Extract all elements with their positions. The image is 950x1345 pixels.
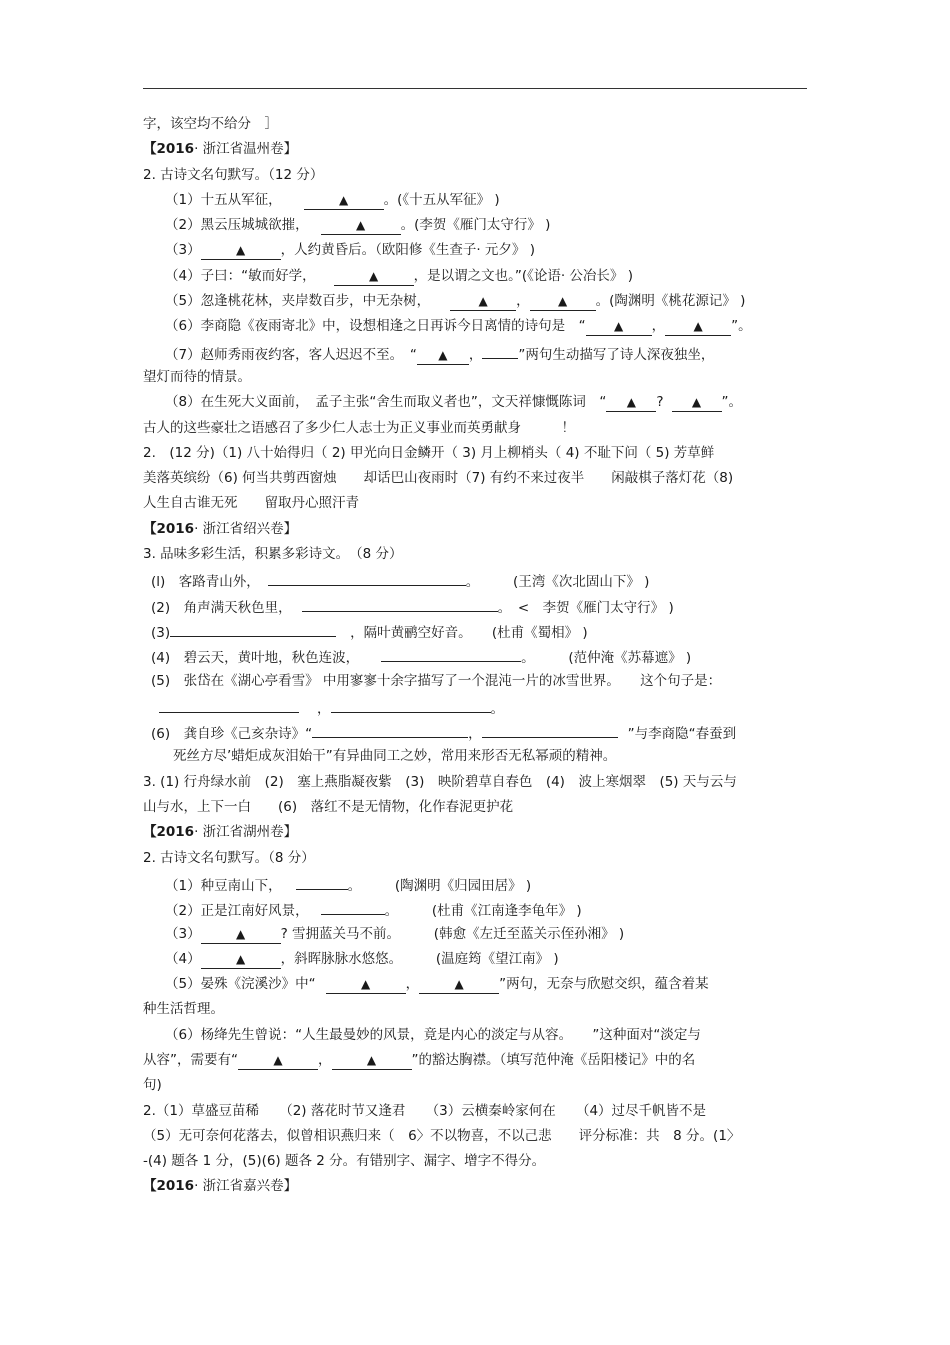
question-item: (l) 客路青山外， 。 (王湾《次北固山下》 ) xyxy=(143,567,813,592)
question-item: (4) 碧云天，黄叶地，秋色连波， 。 (范仲淹《苏幕遮》 ) xyxy=(143,643,813,668)
question-item: （1）十五从军征， ▲ 。(《十五从军征》 ) xyxy=(165,191,500,208)
answer-blank: ▲ xyxy=(606,393,656,412)
text-line: 从容”，需要有“ ▲ ， ▲ ”的豁达胸襟。（填写范仲淹《岳阳楼记》中的名 xyxy=(143,1051,696,1068)
answer-blank: ▲ xyxy=(201,925,281,944)
question-item: （4） ▲ ，斜晖脉脉水悠悠。 (温庭筠《望江南》 ) xyxy=(165,950,559,967)
section-header: 【2016· 浙江省嘉兴卷】 xyxy=(143,1178,298,1195)
question-item: （2）正是江南好风景， 。 (杜甫《江南逢李龟年》 ) xyxy=(143,896,813,921)
question-item: （6）杨绛先生曾说：“人生最曼妙的风景，竟是内心的淡定与从容。 ”这种面对“淡定与 xyxy=(165,1026,701,1043)
answer-blank: ▲ xyxy=(417,346,469,365)
question-item: （4）子曰：“敏而好学， ▲ ，是以谓之文也。”(《论语· 公冶长》 ) xyxy=(165,267,633,284)
question-item: （3） ▲ ，人约黄昏后。（欧阳修《生查子· 元夕》 ) xyxy=(165,242,535,259)
answer-blank: ▲ xyxy=(586,317,652,336)
question-item: （3） ▲ ? 雪拥蓝关马不前。 (韩愈《左迁至蓝关示侄孙湘》 ) xyxy=(165,925,625,942)
answer-blank xyxy=(321,896,385,915)
answer-blank xyxy=(482,719,618,738)
text-line: 古人的这些豪壮之语感召了多少仁人志士为正义事业而英勇献身 ！ xyxy=(143,419,575,436)
answer-key-line: 美落英缤纷（6) 何当共剪西窗烛 却话巴山夜雨时（7) 有约不来过夜半 闲敲棋子落灯花（8) xyxy=(143,470,734,487)
answer-key-line: 3. (1) 行舟绿水前 (2) 塞上燕脂凝夜紫 (3) 映阶碧草自春色 (4) 波上寒烟翠 (5) 天与云与 xyxy=(143,773,737,790)
answer-blank xyxy=(159,694,299,713)
answer-blank: ▲ xyxy=(201,241,281,260)
header-rule xyxy=(143,88,807,89)
answer-blank xyxy=(331,694,491,713)
question-item: （5）忽逢桃花林，夹岸数百步，中无杂树， ▲ ， ▲ 。(陶渊明《桃花源记》 ) xyxy=(165,293,746,310)
answer-blank: ▲ xyxy=(334,267,414,286)
question-item: (3) ，隔叶黄鹂空好音。 (杜甫《蜀相》 ) xyxy=(143,618,813,643)
answer-key-line: 2. (12 分)（1) 八十始得归（ 2) 甲光向日金鳞开（ 3) 月上柳梢头（ 4) 不耻下问（ 5) 芳草鲜 xyxy=(143,444,715,461)
section-header: 【2016· 浙江省温州卷】 xyxy=(143,141,298,158)
text-line: 望灯而待的情景。 xyxy=(143,368,251,385)
answer-blank: ▲ xyxy=(238,1051,318,1070)
answer-blank xyxy=(482,340,518,359)
answer-key-line: 山与水，上下一白 (6) 落红不是无情物，化作春泥更护花 xyxy=(143,799,514,816)
answer-blank xyxy=(296,871,348,890)
question-item: （6）李商隐《夜雨寄北》中，设想相逢之日再诉今日离情的诗句是 “ ▲ ， ▲ ”。 xyxy=(165,318,752,335)
question-item: (2) 角声满天秋色里， 。 < 李贺《雁门太守行》 ) xyxy=(143,593,813,618)
answer-blank: ▲ xyxy=(321,216,401,235)
answer-blank xyxy=(170,618,336,637)
text-line: 死丝方尽’蜡炬成灰泪始干”有异曲同工之妙，常用来形否无私幂顽的精神。 xyxy=(173,748,617,765)
answer-blank: ▲ xyxy=(326,975,406,994)
question-title: 3. 品味多彩生活，积累多彩诗文。 （8 分） xyxy=(143,546,403,563)
answer-blank: ▲ xyxy=(201,950,281,969)
question-title: 2. 古诗文名句默写。（8 分） xyxy=(143,849,315,866)
question-item: （2）黑云压城城欲摧， ▲ 。(李贺《雁门太守行》 ) xyxy=(165,217,551,234)
section-header: 【2016· 浙江省湖州卷】 xyxy=(143,824,298,841)
question-item: (6) 龚自珍《己亥杂诗》“ ， ”与李商隐“春蚕到 xyxy=(143,719,813,744)
answer-key-line: 2.（1）草盛豆苗稀 （2) 落花时节又逢君 （3）云横秦岭家何在 （4）过尽千帆皆不是 xyxy=(143,1102,707,1119)
answer-blank xyxy=(312,719,468,738)
question-item: （7）赵师秀雨夜约客，客人迟迟不至。 “ ▲ ， ”两句生动描写了诗人深夜独坐， xyxy=(143,340,813,365)
answer-blank: ▲ xyxy=(419,975,499,994)
answer-blank: ▲ xyxy=(665,317,731,336)
answer-blank: ▲ xyxy=(304,191,384,210)
answer-blank xyxy=(302,593,498,612)
answer-key-line: 人生自古谁无死 留取丹心照汗青 xyxy=(143,495,359,512)
text-line: 句) xyxy=(143,1077,162,1094)
question-item: （8）在生死大义面前， 孟子主张“舍生而取义者也”，文天祥慷慨陈词 “ ▲ ? ▲ ”。 xyxy=(165,394,742,411)
question-item: （5）晏殊《浣溪沙》中“ ▲ ， ▲ ”两句，无奈与欣慰交织，蕴含着某 xyxy=(165,976,709,993)
question-item: （1）种豆南山下， 。 (陶渊明《归园田居》 ) xyxy=(143,871,813,896)
answer-blank xyxy=(268,567,466,586)
answer-key-line: （5）无可奈何花落去，似曾相识燕归来（ 6〉不以物喜，不以己悲 评分标准：共 8 分。(1〉 xyxy=(143,1127,741,1144)
answer-blank xyxy=(381,643,521,662)
text-line: 种生活哲理。 xyxy=(143,1001,224,1018)
document-body xyxy=(143,112,813,1200)
answer-blank: ▲ xyxy=(450,292,516,311)
text-line: 字，该空均不给分 ］ xyxy=(143,116,278,132)
section-header: 【2016· 浙江省绍兴卷】 xyxy=(143,520,298,537)
question-title: 2. 古诗文名句默写。（12 分） xyxy=(143,166,324,183)
answer-blank: ▲ xyxy=(332,1051,412,1070)
answer-blank: ▲ xyxy=(672,393,722,412)
question-item: ， 。 xyxy=(143,694,813,719)
answer-blank: ▲ xyxy=(530,292,596,311)
question-item: (5) 张岱在《湖心亭看雪》 中用寥寥十余字描写了一个混沌一片的冰雪世界。 这个句子是： xyxy=(151,672,722,689)
answer-key-line: -(4) 题各 1 分，(5)(6) 题各 2 分。有错别字、漏字、增字不得分。 xyxy=(143,1153,546,1170)
